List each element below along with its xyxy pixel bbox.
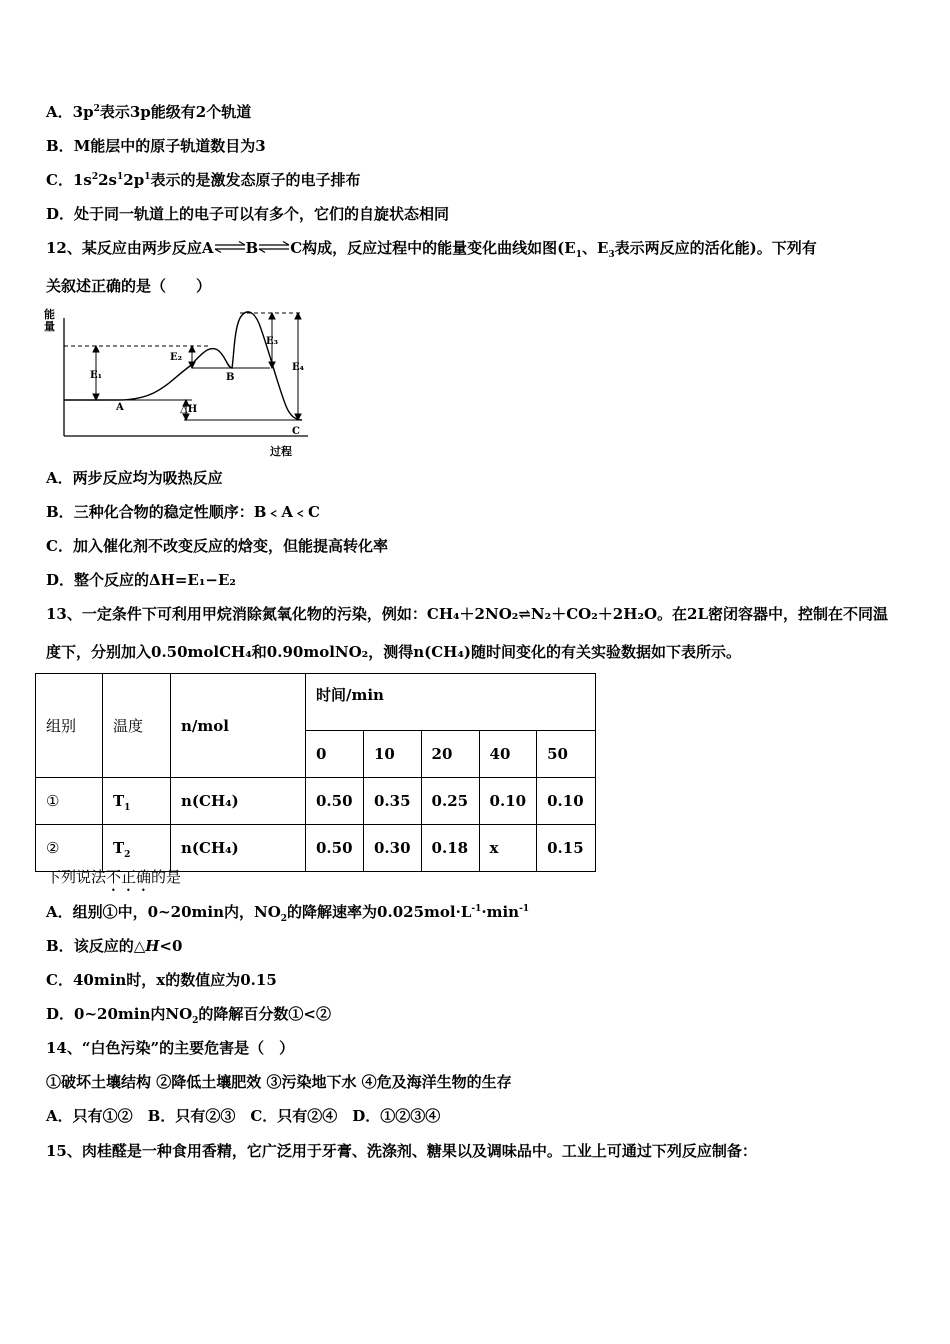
header-time: 时间/min — [306, 674, 596, 731]
label-a: A — [116, 402, 124, 413]
q13-option-c: C．40min时，x的数值应为0.15 — [46, 971, 277, 989]
q12-option-c: C．加入催化剂不改变反应的焓变，但能提高转化率 — [46, 537, 388, 555]
time-col: 50 — [537, 731, 596, 778]
cell-value: 0.35 — [364, 778, 422, 825]
label-e3: E₃ — [266, 336, 279, 347]
y-axis-label-2: 量 — [44, 320, 55, 333]
y-axis-label-1: 能 — [44, 308, 55, 321]
q13-prompt: 下列说法不正确的是 — [46, 868, 182, 886]
cell-n: n(CH₄) — [171, 825, 306, 872]
q14-stem: 14、“白色污染”的主要危害是（ ） — [46, 1039, 295, 1057]
cell-temp: $T_1$ — [103, 778, 171, 825]
time-col: 10 — [364, 731, 422, 778]
time-col: 20 — [421, 731, 479, 778]
energy-diagram — [40, 306, 320, 458]
q13-option-b: B．该反应的△H<0 — [46, 937, 183, 955]
label-delta-h: △H — [180, 404, 198, 415]
table-row — [36, 778, 596, 825]
q13-option-a: A．组别①中，0~20min内，$NO_2$的降解速率为$0.025mol\cdot L^{-1}\cdot\min^{-1}$ — [46, 903, 530, 924]
label-e4: E₄ — [292, 362, 305, 373]
time-col: 0 — [306, 731, 364, 778]
equilibrium-arrow-icon — [258, 239, 290, 257]
cell-group: ① — [36, 778, 103, 825]
q13-stem-line1: 13、一定条件下可利用甲烷消除氮氧化物的污染，例如：CH₄＋2NO₂⇌N₂＋CO₂＋2H₂O。在2L密闭容器中，控制在不同温 — [46, 605, 888, 623]
time-col: 40 — [479, 731, 537, 778]
q12-option-a: A．两步反应均为吸热反应 — [46, 469, 223, 487]
label-e1: E₁ — [90, 370, 103, 381]
cell-n: n(CH₄) — [171, 778, 306, 825]
cell-temp: $T_2$ — [103, 825, 171, 872]
header-group: 组别 — [36, 674, 103, 778]
q14-items: ①破坏土壤结构 ②降低土壤肥效 ③污染地下水 ④危及海洋生物的生存 — [46, 1073, 512, 1091]
cell-value: 0.50 — [306, 778, 364, 825]
q12-option-b: B．三种化合物的稳定性顺序：B﹤A﹤C — [46, 503, 320, 521]
q15-stem: 15、肉桂醛是一种食用香精，它广泛用于牙膏、洗涤剂、糖果以及调味品中。工业上可通过下列反应制备： — [46, 1142, 757, 1160]
label-e2: E₂ — [170, 352, 183, 363]
q12-option-d: D．整个反应的ΔH=E₁−E₂ — [46, 571, 236, 589]
header-n-mol: n/mol — [171, 674, 306, 778]
q13-stem-line2: 度下，分别加入0.50molCH₄和0.90molNO₂，测得n(CH₄)随时间变化的有关实验数据如下表所示。 — [46, 643, 742, 661]
q11-option-d: D．处于同一轨道上的电子可以有多个，它们的自旋状态相同 — [46, 205, 450, 223]
experiment-table — [35, 673, 596, 872]
q14-options: A．只有①② B．只有②③ C．只有②④ D．①②③④ — [46, 1107, 441, 1125]
q11-option-b: B．M能层中的原子轨道数目为3 — [46, 137, 266, 155]
cell-group: ② — [36, 825, 103, 872]
label-b: B — [226, 372, 235, 383]
q12-stem-line1: 12、某反应由两步反应A B C构成，反应过程中的能量变化曲线如图($E_1$、$E_3$表示两反应的活化能)。下列有 — [46, 239, 817, 260]
cell-value: 0.15 — [537, 825, 596, 872]
label-c: C — [292, 426, 300, 437]
cell-value: 0.30 — [364, 825, 422, 872]
q11-option-a: A．$3p^2$表示3p能级有2个轨道 — [46, 103, 252, 121]
table-row — [36, 825, 596, 872]
q12-stem-line2: 关叙述正确的是（ ） — [46, 277, 212, 295]
q13-option-d: D．0~20min内$NO_2$的降解百分数①<② — [46, 1005, 331, 1026]
cell-value: 0.18 — [421, 825, 479, 872]
q11-option-c: C．$1s^22s^12p^1$表示的是激发态原子的电子排布 — [46, 171, 361, 189]
header-temperature: 温度 — [103, 674, 171, 778]
cell-value: 0.50 — [306, 825, 364, 872]
x-axis-label: 过程 — [270, 445, 292, 458]
cell-value: 0.25 — [421, 778, 479, 825]
equilibrium-arrow-icon — [214, 239, 246, 257]
cell-value: 0.10 — [479, 778, 537, 825]
cell-value: x — [479, 825, 537, 872]
cell-value: 0.10 — [537, 778, 596, 825]
